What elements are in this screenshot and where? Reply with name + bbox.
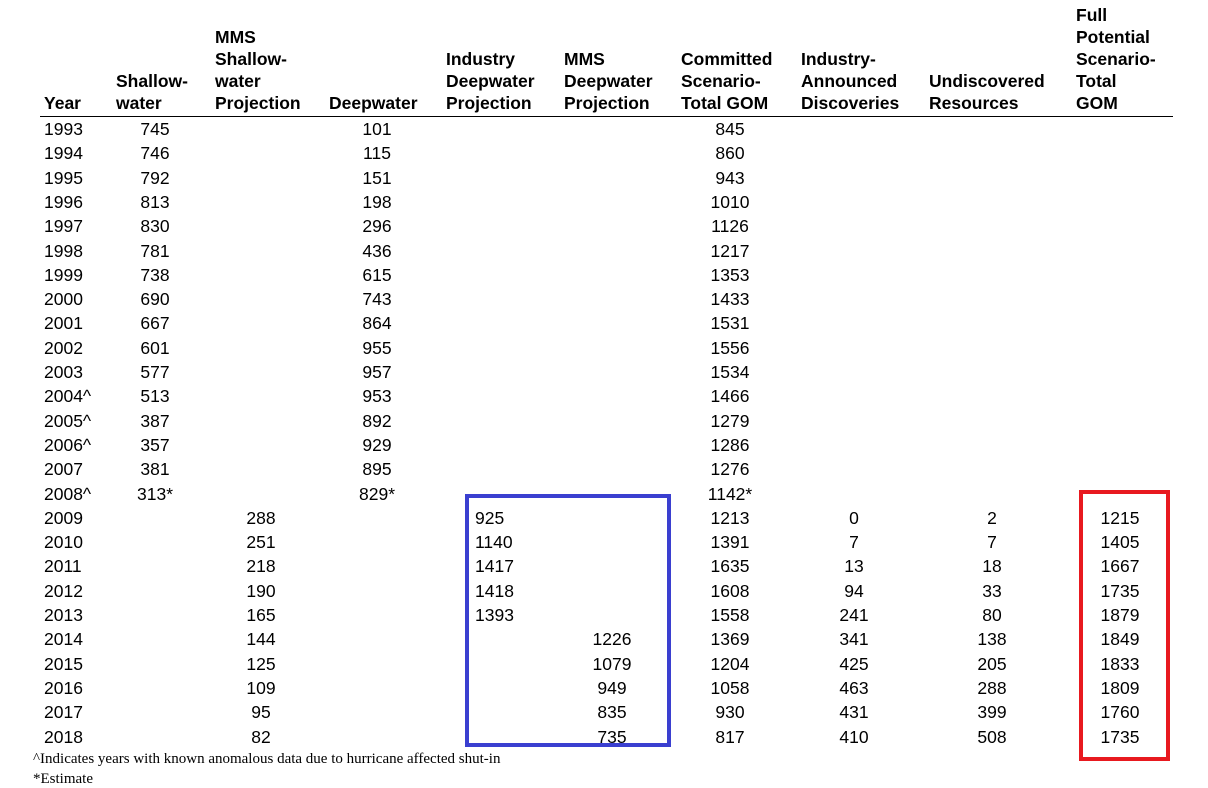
cell-year: 1995	[44, 167, 83, 188]
cell-deep: 864	[362, 313, 392, 334]
cell-committed: 1635	[710, 556, 750, 577]
cell-shallow: 745	[140, 119, 170, 139]
header-deepwater: Deepwater	[329, 93, 418, 113]
cell-ind-deep: 1417	[475, 556, 514, 577]
footnote-estimate: *Estimate	[33, 771, 93, 787]
cell-shallow: 357	[140, 434, 170, 455]
cell-full: 1667	[1100, 556, 1140, 577]
cell-deep: 829*	[358, 483, 396, 504]
header-undiscovered-resources: Undiscovered Resources	[929, 71, 1045, 113]
header-year: Year	[44, 93, 81, 113]
cell-year: 2005^	[44, 410, 92, 431]
cell-year: 1997	[44, 216, 83, 237]
cell-shallow: 601	[140, 337, 170, 358]
deepwater-projection-highlight-box	[465, 494, 671, 747]
cell-shallow: 690	[140, 289, 170, 310]
cell-announced: 431	[839, 702, 869, 723]
cell-committed: 1058	[710, 677, 750, 698]
cell-undiscovered: 138	[977, 629, 1007, 650]
cell-year: 2018	[44, 726, 83, 747]
cell-deep: 953	[362, 386, 392, 407]
cell-full: 1833	[1100, 653, 1140, 674]
cell-committed: 845	[715, 119, 745, 139]
cell-announced: 94	[844, 580, 864, 601]
cell-shallow: 313*	[136, 483, 174, 504]
cell-committed: 1534	[710, 362, 750, 382]
cell-undiscovered: 508	[977, 726, 1007, 747]
cell-announced: 13	[844, 556, 864, 577]
cell-year: 2016	[44, 677, 83, 698]
cell-full: 1809	[1100, 677, 1140, 698]
cell-undiscovered: 33	[982, 580, 1002, 601]
cell-undiscovered: 2	[987, 507, 997, 528]
cell-mms-shallow: 125	[246, 653, 276, 674]
cell-mms-shallow: 190	[246, 580, 276, 601]
cell-committed: 1391	[710, 532, 750, 553]
cell-announced: 410	[839, 726, 869, 747]
cell-year: 2012	[44, 580, 83, 601]
cell-deep: 929	[362, 434, 392, 455]
cell-mms-shallow: 165	[246, 605, 276, 625]
cell-committed: 817	[715, 726, 745, 747]
cell-committed: 1353	[710, 264, 750, 285]
cell-mms-shallow: 95	[251, 702, 271, 723]
header-industry-deepwater-projection: Industry Deepwater Projection	[446, 49, 535, 113]
cell-shallow: 781	[140, 240, 170, 261]
cell-full: 1405	[1100, 532, 1140, 553]
header-mms-shallow-water-projection: MMS Shallow- water Projection	[215, 27, 301, 113]
cell-year: 2017	[44, 702, 83, 723]
cell-undiscovered: 399	[977, 702, 1007, 723]
cell-year: 2003	[44, 362, 83, 382]
cell-mms-shallow: 218	[246, 556, 276, 577]
cell-committed: 1369	[710, 629, 750, 650]
cell-deep: 895	[362, 459, 392, 480]
cell-mms-deep: 1226	[592, 629, 632, 650]
cell-ind-deep: 1140	[475, 532, 513, 553]
full-potential-highlight-box	[1079, 490, 1170, 761]
cell-mms-shallow: 288	[246, 507, 276, 528]
cell-mms-shallow: 144	[246, 629, 276, 650]
cell-year: 1998	[44, 240, 83, 261]
cell-committed: 1126	[711, 216, 749, 237]
cell-mms-shallow: 82	[251, 726, 271, 747]
cell-undiscovered: 80	[982, 605, 1002, 625]
cell-shallow: 381	[140, 459, 170, 480]
cell-mms-deep: 735	[597, 726, 627, 747]
cell-year: 2010	[44, 532, 83, 553]
cell-year: 2011	[44, 556, 82, 577]
cell-undiscovered: 205	[977, 653, 1007, 674]
cell-committed: 1276	[710, 459, 750, 480]
cell-full: 1849	[1100, 629, 1140, 650]
cell-year: 1996	[44, 191, 83, 212]
cell-full: 1735	[1100, 580, 1140, 601]
cell-committed: 930	[715, 702, 745, 723]
cell-ind-deep: 925	[475, 507, 505, 528]
cell-full: 1760	[1100, 702, 1140, 723]
cell-shallow: 513	[140, 386, 170, 407]
cell-shallow: 830	[140, 216, 170, 237]
cell-committed: 1142*	[707, 483, 753, 504]
cell-committed: 1433	[710, 289, 750, 310]
cell-mms-deep: 835	[597, 702, 627, 723]
cell-year: 1993	[44, 119, 83, 139]
cell-announced: 7	[849, 532, 859, 553]
cell-deep: 115	[363, 143, 391, 164]
cell-ind-deep: 1393	[475, 605, 514, 625]
cell-deep: 101	[362, 119, 392, 139]
cell-deep: 955	[362, 337, 392, 358]
cell-year: 2013	[44, 605, 83, 625]
cell-year: 2014	[44, 629, 83, 650]
header-full-potential-scenario: Full Potential Scenario- Total GOM	[1076, 5, 1156, 113]
cell-committed: 1556	[710, 337, 750, 358]
header-industry-announced-discoveries: Industry- Announced Discoveries	[801, 49, 900, 113]
cell-announced: 341	[839, 629, 869, 650]
cell-full: 1735	[1100, 726, 1140, 747]
cell-year: 2004^	[44, 386, 92, 407]
header-committed-scenario: Committed Scenario- Total GOM	[681, 49, 773, 113]
cell-committed: 1279	[710, 410, 750, 431]
cell-shallow: 577	[140, 362, 170, 382]
cell-committed: 860	[715, 143, 745, 164]
cell-committed: 1213	[710, 507, 750, 528]
cell-committed: 1217	[710, 240, 750, 261]
cell-year: 1994	[44, 143, 83, 164]
cell-shallow: 813	[140, 191, 170, 212]
cell-shallow: 792	[140, 167, 170, 188]
cell-year: 2008^	[44, 483, 92, 504]
cell-deep: 957	[362, 362, 392, 382]
cell-mms-deep: 1079	[592, 653, 632, 674]
cell-shallow: 387	[140, 410, 170, 431]
header-shallow-water: Shallow- water	[116, 71, 188, 113]
cell-committed: 1608	[710, 580, 750, 601]
cell-committed: 1466	[710, 386, 750, 407]
cell-mms-shallow: 251	[246, 532, 276, 553]
cell-year: 2002	[44, 337, 83, 358]
cell-year: 2009	[44, 507, 83, 528]
cell-announced: 463	[839, 677, 869, 698]
cell-committed: 1531	[710, 313, 750, 334]
cell-deep: 198	[362, 191, 392, 212]
cell-committed: 943	[715, 167, 745, 188]
cell-ind-deep: 1418	[475, 580, 514, 601]
cell-deep: 892	[362, 410, 392, 431]
cell-year: 2006^	[44, 434, 92, 455]
cell-deep: 151	[362, 167, 392, 188]
cell-year: 1999	[44, 264, 83, 285]
cell-undiscovered: 7	[987, 532, 997, 553]
cell-committed: 1204	[710, 653, 750, 674]
cell-shallow: 738	[140, 264, 170, 285]
cell-year: 2001	[44, 313, 83, 334]
header-mms-deepwater-projection: MMS Deepwater Projection	[564, 49, 653, 113]
header-rule	[40, 116, 1173, 117]
cell-full: 1879	[1100, 605, 1140, 625]
cell-shallow: 746	[140, 143, 170, 164]
cell-committed: 1286	[710, 434, 750, 455]
cell-undiscovered: 18	[982, 556, 1002, 577]
cell-deep: 436	[362, 240, 392, 261]
footnote-hurricane: ^Indicates years with known anomalous data due to hurricane affected shut-in	[33, 751, 501, 767]
cell-deep: 296	[362, 216, 392, 237]
cell-undiscovered: 288	[977, 677, 1007, 698]
cell-year: 2015	[44, 653, 83, 674]
cell-deep: 743	[362, 289, 392, 310]
cell-year: 2007	[44, 459, 83, 480]
cell-year: 2000	[44, 289, 83, 310]
cell-shallow: 667	[140, 313, 170, 334]
cell-deep: 615	[362, 264, 392, 285]
cell-full: 1215	[1100, 507, 1140, 528]
cell-mms-deep: 949	[597, 677, 627, 698]
cell-announced: 425	[839, 653, 869, 674]
cell-mms-shallow: 109	[246, 677, 276, 698]
cell-announced: 0	[849, 507, 859, 528]
cell-announced: 241	[839, 605, 869, 625]
cell-committed: 1010	[710, 191, 750, 212]
cell-committed: 1558	[710, 605, 750, 625]
